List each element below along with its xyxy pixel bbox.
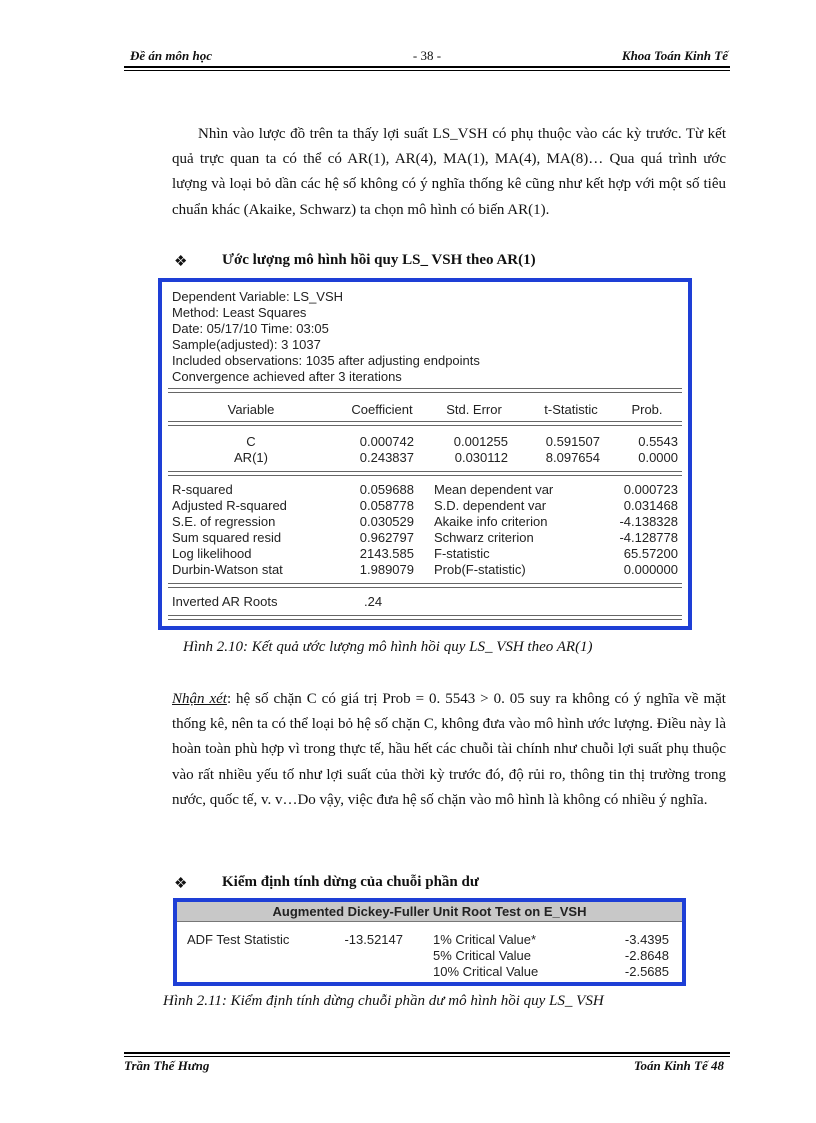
stat-value: 0.030529 (359, 514, 414, 529)
row-t-c: 0.591507 (545, 434, 600, 449)
stat-value: 2143.585 (359, 546, 414, 561)
stat-value: 1.989079 (359, 562, 414, 577)
row-prob-c: 0.5543 (638, 434, 678, 449)
row-coef-c: 0.000742 (359, 434, 414, 449)
figure-caption-2-11: Hình 2.11: Kiểm định tính dừng chuỗi phần dư mô hình hồi quy LS_ VSH (163, 993, 604, 1009)
stat-label: Mean dependent var (434, 482, 554, 497)
adf-critical-value: -3.4395 (624, 932, 669, 947)
stat-label: Schwarz criterion (434, 530, 534, 545)
remark-text: : hệ số chặn C có giá trị Prob = 0. 5543 > 0. 05 suy ra không có ý nghĩa về mặt thống kê, nên ta có thể loại bỏ hệ số chặn C, không đưa vào mô hình ước lượng. Điều này là hoàn toàn phù hợp vì trong thực tế, hầu hết các chuỗi tài chính như chuỗi lợi suất phụ thuộc vào rất nhiều yếu tố như lợi suất của thời kỳ trước đó, độ rủi ro, thông tin thị trường trong nước, quốc tế, v. v…Do vậy, việc đưa hệ số chặn vào mô hình là không có nhiều ý nghĩa. (172, 691, 726, 808)
stat-label: Adjusted R-squared (172, 498, 287, 513)
stat-value: 0.059688 (359, 482, 414, 497)
convergence: Convergence achieved after 3 iterations (172, 369, 402, 384)
bullet-icon: ❖ (174, 876, 188, 892)
adf-critical-label: 1% Critical Value* (433, 932, 537, 947)
remark-paragraph (172, 687, 726, 813)
page-number: - 38 - (412, 48, 442, 63)
stat-label: S.D. dependent var (434, 498, 547, 513)
row-coef-ar1: 0.243837 (359, 450, 414, 465)
stat-value: 0.000000 (623, 562, 678, 577)
stat-value: 0.031468 (623, 498, 678, 513)
dependent-variable: Dependent Variable: LS_VSH (172, 289, 344, 304)
footer-rule (124, 1052, 730, 1054)
regression-output-table (158, 278, 692, 630)
col-variable: Variable (227, 402, 275, 417)
stat-label: Akaike info criterion (434, 514, 548, 529)
section-title-estimation: Ước lượng mô hình hồi quy LS_ VSH theo AR(1) (222, 252, 536, 268)
row-var-ar1: AR(1) (234, 450, 268, 465)
stat-value: -4.128778 (619, 530, 678, 545)
stat-label: Prob(F-statistic) (434, 562, 526, 577)
divider (168, 471, 682, 476)
remark-label: Nhận xét (172, 691, 227, 707)
regression-header (172, 289, 480, 385)
adf-critical-value: -2.5685 (624, 964, 669, 979)
inverted-roots-label: Inverted AR Roots (172, 594, 278, 609)
intro-paragraph (172, 122, 726, 223)
stat-label: F-statistic (434, 546, 490, 561)
figure-caption-2-10: Hình 2.10: Kết quả ước lượng mô hình hồi quy LS_ VSH theo AR(1) (183, 639, 593, 655)
divider (168, 583, 682, 588)
adf-label: ADF Test Statistic (187, 932, 290, 947)
stat-value: -4.138328 (619, 514, 678, 529)
adf-test-table (173, 898, 686, 986)
page-footer (124, 1058, 730, 1076)
col-std-error: Std. Error (446, 402, 502, 417)
row-se-c: 0.001255 (453, 434, 508, 449)
adf-critical-value: -2.8648 (624, 948, 669, 963)
bullet-icon: ❖ (174, 254, 188, 270)
inverted-roots-value: .24 (364, 594, 383, 609)
divider (168, 615, 682, 620)
stat-label: Sum squared resid (172, 530, 282, 545)
intro-text: Nhìn vào lược đồ trên ta thấy lợi suất LS_VSH có phụ thuộc vào các kỳ trước. Từ kết quả trực quan ta có thể có AR(1), AR(4), MA(1), MA(4), MA(8)… Qua quá trình ước lượng và loại bỏ dần các hệ số không có ý nghĩa thống kê cũng như kết hợp với một số tiêu chuẩn khác (Akaike, Schwarz) ta chọn mô hình có biến AR(1). (172, 126, 726, 218)
stat-label: Log likelihood (172, 546, 252, 561)
row-t-ar1: 8.097654 (545, 450, 600, 465)
adf-title: Augmented Dickey-Fuller Unit Root Test on E_VSH (177, 902, 682, 922)
sample: Sample(adjusted): 3 1037 (172, 337, 321, 352)
date-time: Date: 05/17/10 Time: 03:05 (172, 321, 329, 336)
stat-value: 65.57200 (623, 546, 678, 561)
stat-label: S.E. of regression (172, 514, 276, 529)
row-var-c: C (246, 434, 256, 449)
stat-value: 0.962797 (359, 530, 414, 545)
adf-value: -13.52147 (344, 932, 403, 947)
divider (168, 388, 682, 393)
footer-rule-thin (124, 1056, 730, 1057)
footer-author: Trần Thế Hưng (124, 1058, 210, 1073)
stat-value: 0.058778 (359, 498, 414, 513)
page-header (124, 48, 730, 66)
header-rule (124, 66, 730, 68)
stat-label: Durbin-Watson stat (172, 562, 283, 577)
adf-critical-label: 10% Critical Value (433, 964, 539, 979)
row-prob-ar1: 0.0000 (638, 450, 678, 465)
header-faculty: Khoa Toán Kinh Tế (621, 48, 728, 63)
adf-critical-label: 5% Critical Value (433, 948, 532, 963)
col-t-statistic: t-Statistic (544, 402, 598, 417)
divider (168, 421, 682, 426)
method: Method: Least Squares (172, 305, 307, 320)
observations: Included observations: 1035 after adjusting endpoints (172, 353, 480, 368)
stat-value: 0.000723 (623, 482, 678, 497)
section-title-stationarity: Kiểm định tính dừng của chuỗi phần dư (222, 874, 479, 890)
header-course: Đề án môn học (130, 48, 212, 63)
col-prob: Prob. (631, 402, 663, 417)
stat-label: R-squared (172, 482, 233, 497)
header-rule-thin (124, 70, 730, 71)
col-coefficient: Coefficient (351, 402, 413, 417)
footer-class: Toán Kinh Tế 48 (633, 1058, 724, 1073)
row-se-ar1: 0.030112 (454, 450, 508, 465)
